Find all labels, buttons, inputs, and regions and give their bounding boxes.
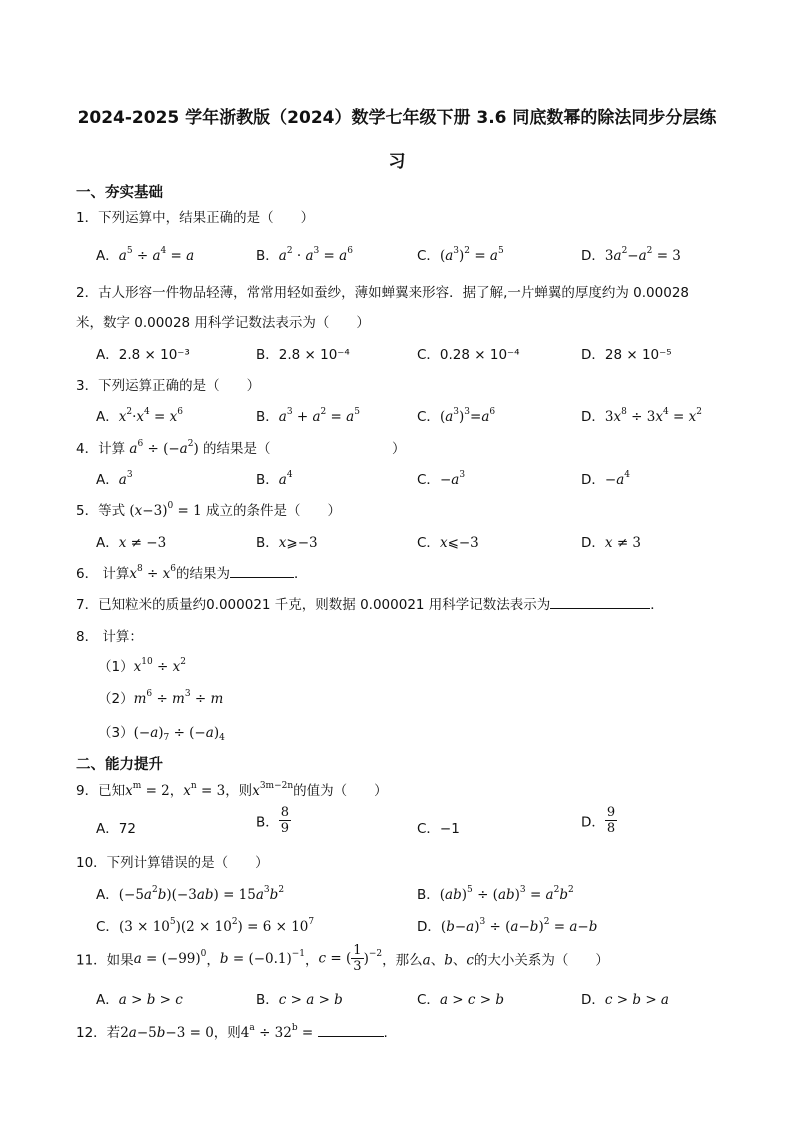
question-11-option-d: D．c > b > a xyxy=(581,992,669,1008)
question-8-part-3: $(3)(-a)_7 \div (-a)_4$ xyxy=(98,725,225,743)
question-4-option-a: A．$a^3$ xyxy=(96,470,133,488)
question-11-option-b: B．c > a > b xyxy=(256,992,343,1008)
question-2-stem-line2: 米，数字 0.00028 用科学记数法表示为（ ） xyxy=(76,315,370,331)
question-9-option-c: C．−1 xyxy=(417,821,460,837)
question-2-option-d: D．28 × 10⁻⁵ xyxy=(581,347,672,363)
question-3-option-b: B．$a^3 + a^2 = a^5$ xyxy=(256,407,360,425)
question-8-part-1: $(1)x^{10} \div x^2$ xyxy=(98,657,186,675)
question-9-stem: 9．已知$x^m = 2$，$x^n = 3$，则$x^{3m-2n}$的值为（ ） xyxy=(76,781,388,799)
section-basics-heading: 一、夯实基础 xyxy=(76,185,163,201)
question-1-option-a: A．$a^5 \div a^4 = a$ xyxy=(96,246,195,264)
question-3-option-c: C．$(a^3)^3=a^6$ xyxy=(417,407,496,425)
question-10-option-a: A．$(-5a^2b)(-3ab) = 15a^3b^2$ xyxy=(96,885,285,903)
question-11-stem: 11．如果$a = (-99)^0$，$b = (-0.1)^{-1}$，c = ( $\frac{1}{3}$ )$^{-2}$，那么a、b、c的大小关系为（ ） xyxy=(76,943,609,974)
question-8-part-2: $(2)m^6 \div m^3 \div m$ xyxy=(98,689,224,707)
question-9-option-d: D． $\frac{9}{8}$ xyxy=(581,805,616,836)
question-1-option-b: B．$a^2 \cdot a^3 = a^6$ xyxy=(256,246,353,264)
question-10-option-b: B．$(ab)^5 \div (ab)^3 = a^2b^2$ xyxy=(417,885,574,903)
question-10-option-c: C．$(3 \times 10^5)(2 \times 10^2) = 6 \times 10^7$ xyxy=(96,917,315,935)
question-11-option-a: A．a > b > c xyxy=(96,992,183,1008)
question-10-stem: 10．下列计算错误的是（ ） xyxy=(76,855,269,871)
question-5-option-a: A．x ≠ −3 xyxy=(96,535,167,551)
question-5-option-c: C．x⩽−3 xyxy=(417,535,479,551)
question-1-option-d: D．$3a^2-a^2 = 3$ xyxy=(581,246,681,264)
question-4-option-d: D．$-a^4$ xyxy=(581,470,631,488)
question-9-option-a: A．72 xyxy=(96,821,136,837)
question-9-option-b: B． $\frac{8}{9}$ xyxy=(256,805,290,836)
question-7-stem: 7．已知粒米的质量约0.000021 千克，则数据 0.000021 用科学记数法表示为 ． xyxy=(76,597,664,613)
question-4-stem: 4．计算 $a^6 \div (-a^2)$ 的结果是（ ） xyxy=(76,439,406,457)
answer-blank[interactable] xyxy=(550,596,650,609)
question-5-option-b: B．x⩾−3 xyxy=(256,535,318,551)
question-3-option-a: A．$x^2\cdot x^4 = x^6$ xyxy=(96,407,184,425)
question-8-stem: 8． 计算： xyxy=(76,629,143,645)
question-4-option-c: C．$-a^3$ xyxy=(417,470,466,488)
question-1-stem: 1．下列运算中，结果正确的是（ ） xyxy=(76,210,315,226)
question-3-option-d: D．$3x^8 \div 3x^4 = x^2$ xyxy=(581,407,702,425)
question-11-option-c: C．a > c > b xyxy=(417,992,504,1008)
question-2-option-b: B．2.8 × 10⁻⁴ xyxy=(256,347,350,363)
question-5-option-d: D．x ≠ 3 xyxy=(581,535,642,551)
question-10-option-d: D．$(b-a)^3 \div (a-b)^2 = a-b$ xyxy=(417,917,598,935)
page-title-line2: 习 xyxy=(388,152,406,172)
question-4-option-b: B．$a^4$ xyxy=(256,470,293,488)
question-6-stem: 6． 计算$x^8 \div x^6$的结果为 ． xyxy=(76,564,308,582)
question-3-stem: 3．下列运算正确的是（ ） xyxy=(76,378,261,394)
answer-blank[interactable] xyxy=(230,565,294,578)
question-1-option-c: C．$(a^3)^2 = a^5$ xyxy=(417,246,504,264)
question-2-option-c: C．0.28 × 10⁻⁴ xyxy=(417,347,520,363)
question-2-stem-line1: 2．古人形容一件物品轻薄，常常用轻如蚕纱，薄如蝉翼来形容．据了解,一片蝉翼的厚度约为 0.00028 xyxy=(76,285,689,301)
page-title-line1: 2024-2025 学年浙教版（2024）数学七年级下册 3.6 同底数幂的除法同步分层练 xyxy=(77,108,717,128)
answer-blank[interactable] xyxy=(318,1024,384,1037)
question-2-option-a: A．2.8 × 10⁻³ xyxy=(96,347,190,363)
question-5-stem: 5．等式 $(x-3)^0 = 1$ 成立的条件是（ ） xyxy=(76,501,341,519)
section-advanced-heading: 二、能力提升 xyxy=(76,757,163,773)
question-12-stem: 12．若2a−5b−3 = 0，则$4^a \div 32^b$ = . xyxy=(76,1023,388,1041)
